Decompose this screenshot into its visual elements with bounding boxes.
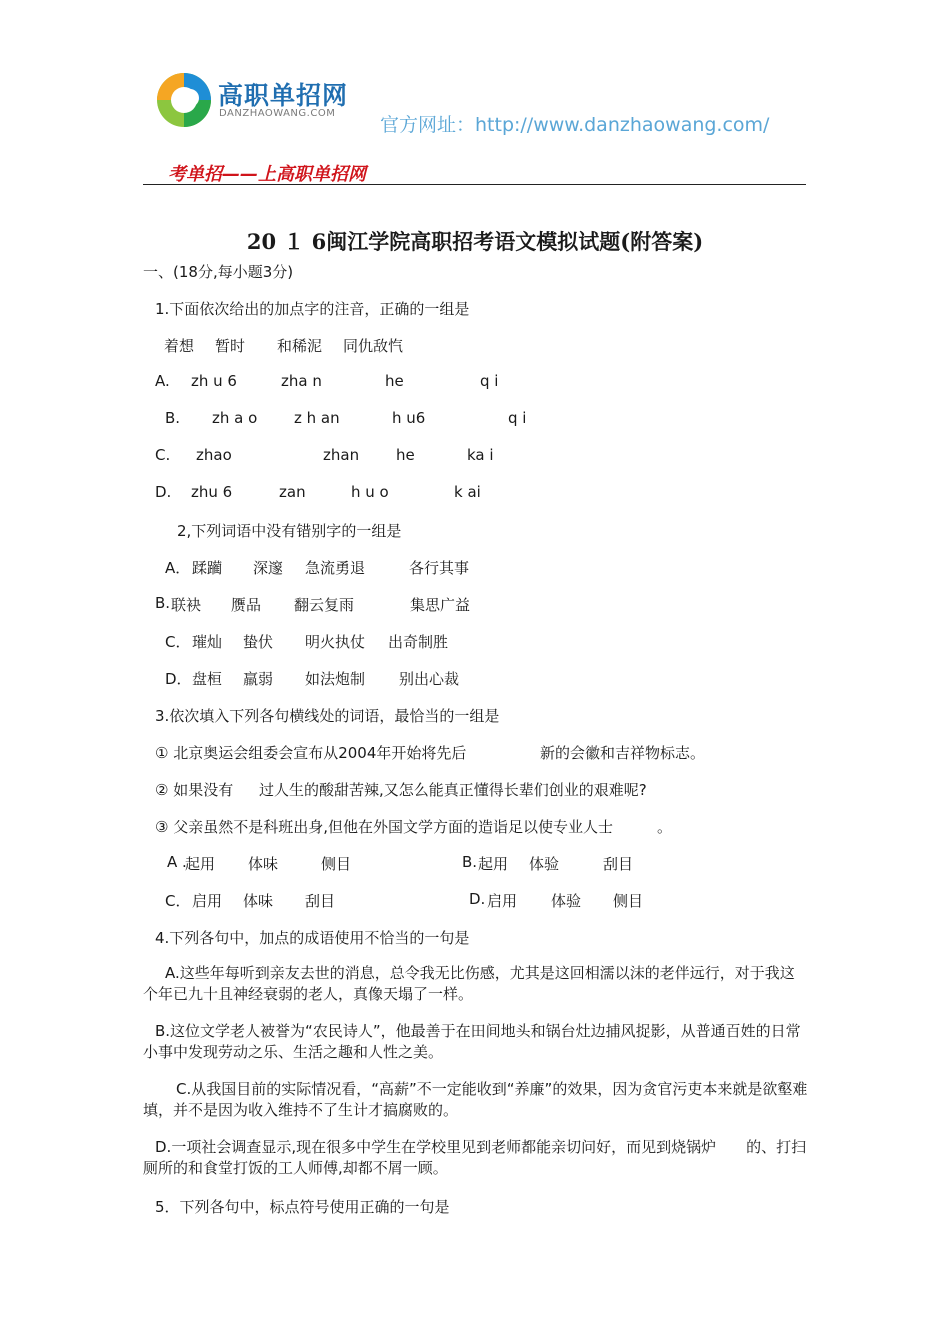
question-4-stem: 4.下列各句中，加点的成语使用不恰当的一句是 (155, 929, 470, 947)
logo-icon (156, 72, 212, 128)
q2-word: 集思广益 (410, 596, 471, 614)
q1-pinyin: q i (508, 409, 527, 427)
q1-pinyin: q i (480, 372, 499, 390)
q1-option-label: A. (155, 372, 170, 390)
q3-sentence-1-end: 新的会徽和吉祥物标志。 (540, 744, 706, 762)
q3-sentence-3-end: 。 (657, 818, 673, 836)
q2-option-label: C． (165, 633, 191, 651)
q4-option-d: D.一项社会调查显示,现在很多中学生在学校里见到老师都能亲切问好，而见到烧锅炉 的、打扫厕所的和食堂打饭的工人师傅,却都不屑一顾。 (143, 1138, 807, 1177)
q2-word: 翻云复雨 (294, 596, 355, 614)
q2-word: 明火执仗 (305, 633, 366, 651)
q1-pinyin: he (396, 446, 415, 464)
q2-word: 羸弱 (243, 670, 274, 688)
q1-pinyin: zhan (323, 446, 360, 464)
q4-option-b: B.这位文学老人被誉为“农民诗人”，他最善于在田间地头和锅台灶边捕风捉影，从普通百姓的日常小事中发现劳动之乐、生活之趣和人性之美。 (143, 1022, 801, 1061)
q2-word: 赝品 (231, 596, 262, 614)
question-1-stem: 1.下面依次给出的加点字的注音，正确的一组是 (155, 300, 470, 318)
q2-word: 盘桓 (192, 670, 223, 688)
q3-option-label: D. (469, 890, 486, 908)
q1-option-label: D. (155, 483, 172, 501)
q1-pinyin: zhu 6 (191, 483, 233, 501)
q3-option-label: A . (167, 853, 187, 871)
q4-option-a: A.这些年每听到亲友去世的消息，总令我无比伤感，尤其是这回相濡以沫的老伴远行，对于我这个年已九十且神经衰弱的老人，真像天塌了一样。 (143, 964, 795, 1003)
section-heading: 一、(18分,每小题3分) (143, 263, 294, 281)
q3-word: 刮目 (603, 855, 634, 873)
q3-word: 体味 (248, 855, 279, 873)
q2-word: 联袂 (171, 596, 202, 614)
q2-word: 出奇制胜 (388, 633, 449, 651)
logo-name: 高职单招网 (218, 81, 349, 110)
header-divider (143, 184, 806, 185)
q1-word: 着想 (164, 337, 195, 355)
q1-option-label: C. (155, 446, 171, 464)
q2-option-label: D． (165, 670, 192, 688)
q1-pinyin: he (385, 372, 404, 390)
q1-word: 和稀泥 (277, 337, 323, 355)
q3-option-label: B. (462, 853, 478, 871)
q1-pinyin: zhao (196, 446, 232, 464)
q3-sentence-3: ③ 父亲虽然不是科班出身,但他在外国文学方面的造诣足以使专业人士 (155, 818, 613, 836)
question-2-stem: 2,下列词语中没有错别字的一组是 (177, 522, 402, 540)
q3-word: 启用 (192, 892, 223, 910)
q2-word: 别出心裁 (399, 670, 460, 688)
q1-pinyin: h u o (351, 483, 389, 501)
q3-word: 体验 (529, 855, 560, 873)
q1-pinyin: zan (279, 483, 306, 501)
slogan: 考单招——上高职单招网 (168, 164, 366, 185)
document-title: 20 １ 6闽江学院高职招考语文模拟试题(附答案) (246, 229, 704, 254)
q1-option-label: B. (165, 409, 181, 427)
q2-option-label: A． (165, 559, 191, 577)
q1-word: 同仇敌忾 (343, 337, 404, 355)
q2-word: 急流勇退 (305, 559, 366, 577)
q3-word: 侧目 (613, 892, 644, 910)
q3-word: 起用 (185, 855, 216, 873)
q3-sentence-2-end: 过人生的酸甜苦辣,又怎么能真正懂得长辈们创业的艰难呢? (259, 781, 647, 799)
q2-word: 蛰伏 (243, 633, 274, 651)
site-url-link[interactable]: 官方网址：http://www.danzhaowang.com/ (380, 114, 770, 136)
q2-word: 蹂躏 (192, 559, 223, 577)
q1-pinyin: z h an (294, 409, 340, 427)
q1-pinyin: zh a o (212, 409, 258, 427)
q4-option-c: C.从我国目前的实际情况看，“高薪”不一定能收到“养廉”的效果，因为贪官污吏本来就是欲壑难填，并不是因为收入维持不了生计才搞腐败的。 (143, 1080, 808, 1119)
q3-word: 起用 (478, 855, 509, 873)
q3-word: 体验 (551, 892, 582, 910)
q3-word: 体味 (243, 892, 274, 910)
q3-word: 启用 (487, 892, 518, 910)
q3-sentence-1: ① 北京奥运会组委会宣布从2004年开始将先后 (155, 744, 467, 762)
q1-pinyin: ka i (467, 446, 494, 464)
q2-word: 如法炮制 (305, 670, 366, 688)
logo-domain: DANZHAOWANG.COM (219, 108, 336, 119)
q1-word: 暂时 (215, 337, 246, 355)
q1-pinyin: h u6 (392, 409, 426, 427)
q1-pinyin: zh u 6 (191, 372, 237, 390)
q3-word: 侧目 (321, 855, 352, 873)
question-3-stem: 3.依次填入下列各句横线处的词语，最恰当的一组是 (155, 707, 500, 725)
q1-pinyin: zha n (281, 372, 322, 390)
q3-sentence-2: ② 如果没有 (155, 781, 234, 799)
q2-word: 璀灿 (192, 633, 223, 651)
q2-word: 深邃 (253, 559, 284, 577)
question-5-stem: 5．下列各句中，标点符号使用正确的一句是 (155, 1198, 450, 1216)
q3-word: 刮目 (305, 892, 336, 910)
q2-option-label: B. (155, 594, 171, 612)
q2-word: 各行其事 (409, 559, 470, 577)
q3-option-label: C． (165, 892, 191, 910)
q1-pinyin: k ai (454, 483, 481, 501)
